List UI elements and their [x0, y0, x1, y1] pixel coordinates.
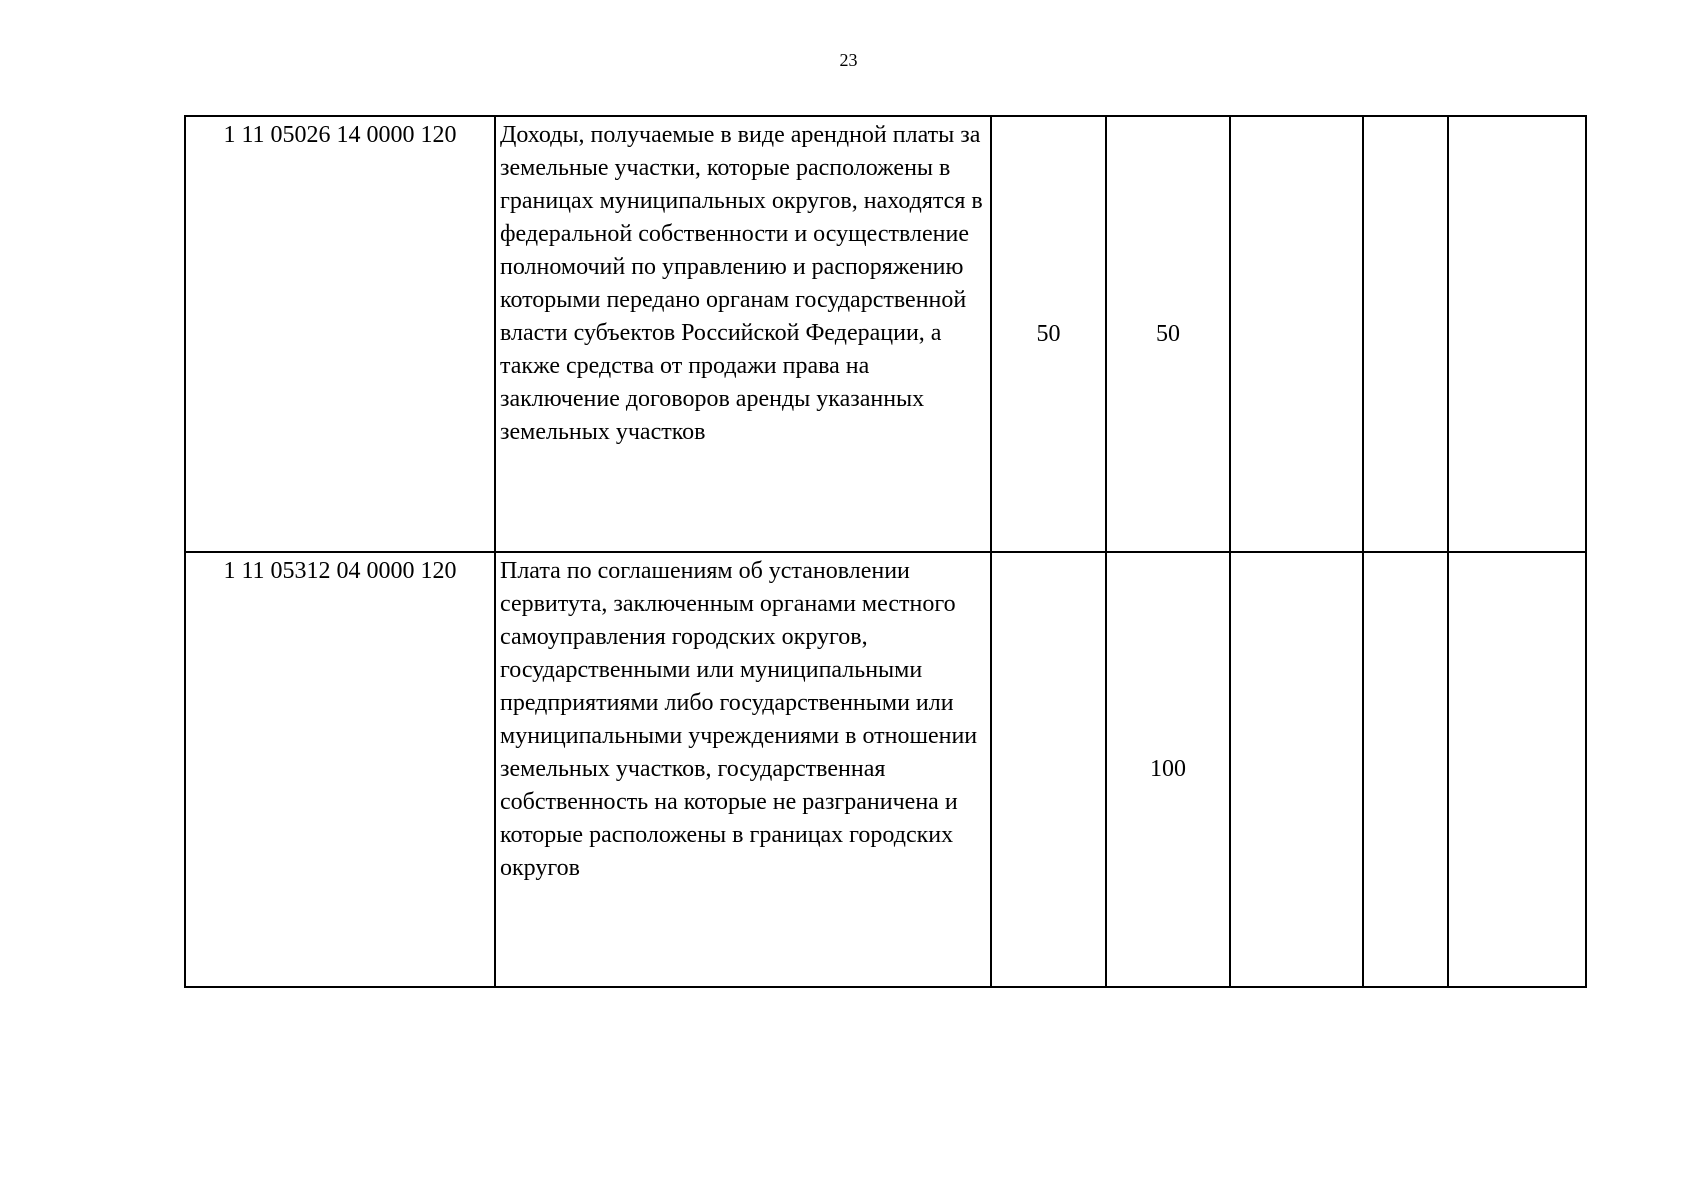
income-description-cell: Плата по соглашениям об установлении сервитута, заключенным органами местного самоуправления городских округов, государственными или муниципальными предприятиями либо государственными или муниципальными учреждениями в отношении земельных участков, государственная собственность на которые не разграничена и которые расположены в границах городских округов [495, 552, 991, 987]
amount-cell-col6 [1363, 552, 1448, 987]
budget-code-cell: 1 11 05312 04 0000 120 [185, 552, 495, 987]
revenue-table [184, 115, 1587, 988]
amount-cell-col5 [1230, 116, 1363, 552]
amount-cell-col4: 50 [1106, 116, 1230, 552]
income-description-cell: Доходы, получаемые в виде арендной платы за земельные участки, которые расположены в границах муниципальных округов, находятся в федеральной собственности и осуществление полномочий по управлению и распоряжению которыми передано органам государственной власти субъектов Российской Федерации, а также средства от продажи права на заключение договоров аренды указанных земельных участков [495, 116, 991, 552]
amount-cell-col7 [1448, 116, 1586, 552]
page-number: 23 [839, 50, 858, 70]
table-row [185, 116, 1586, 552]
amount-cell-col6 [1363, 116, 1448, 552]
table-row [185, 552, 1586, 987]
amount-cell-col3 [991, 552, 1106, 987]
amount-cell-col5 [1230, 552, 1363, 987]
budget-code-cell: 1 11 05026 14 0000 120 [185, 116, 495, 552]
amount-cell-col3: 50 [991, 116, 1106, 552]
amount-cell-col7 [1448, 552, 1586, 987]
amount-cell-col4: 100 [1106, 552, 1230, 987]
